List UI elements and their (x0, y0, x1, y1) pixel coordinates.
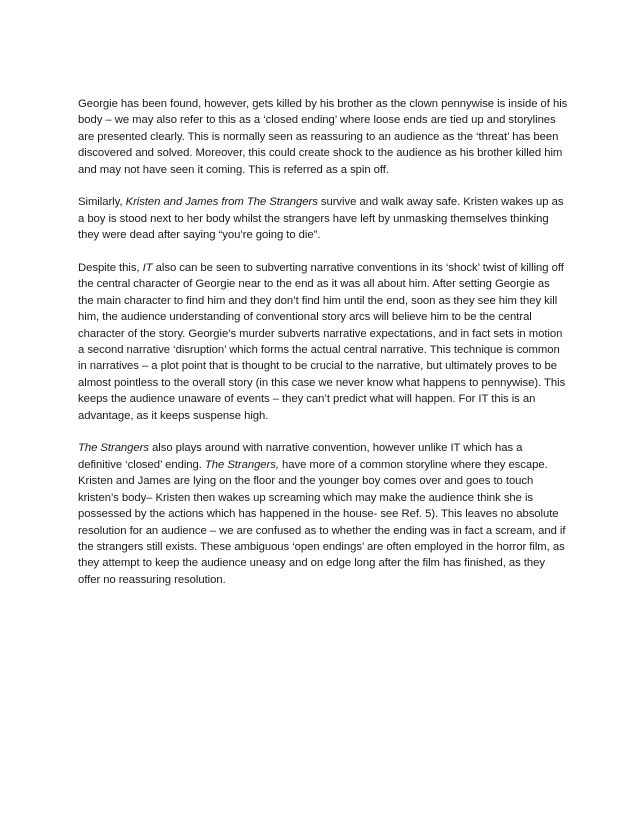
film-title-italic: Kristen and James from The Strangers (125, 196, 318, 209)
paragraph-the-strangers (78, 440, 568, 588)
paragraph-text: Georgie has been found, however, gets killed by his brother as the clown pennywise is inside of his body – we may also refer to this as a ‘closed ending’ where loose ends are tied up and storylines are presented clearly. This is normally seen as reassuring to an audience as the ‘threat’ has been discovered and solved. Moreover, this could create shock to the audience as his brother killed him and may not have seen it coming. This is referred as a spin off. (78, 98, 568, 176)
paragraph-similarly (78, 194, 568, 243)
paragraph-despite-this (78, 260, 568, 424)
paragraph-text: Despite this, (78, 262, 143, 275)
film-title-italic: IT (142, 262, 153, 275)
film-title-italic: The Strangers, (204, 458, 279, 471)
paragraph-text: also can be seen to subverting narrative conventions in its ‘shock’ twist of killing off the central character of Georgie near to the end as it was all about him. After setting Georgie as the main character to find him and they don’t find him until the end, soon as they see him they kill him, the audience understanding of conventional story arcs will believe him to be the central character of the story. Georgie’s murder subverts narrative expectations, and in fact sets in motion a second narrative ‘disruption’ which forms the actual central narrative. This technique is common in narratives – a plot point that is thought to be crucial to the narrative, but ultimately proves to be almost pointless to the overall story (in this case we never know what happens to pennywise). This keeps the audience unaware of events – they can’t predict what will happen. For IT this is an advantage, as it keeps suspense high. (78, 262, 566, 422)
document-body (78, 96, 568, 588)
paragraph-closed-ending (78, 96, 568, 178)
paragraph-text: have more of a common storyline where they escape. Kristen and James are lying on the floor and the younger boy comes over and goes to touch kristen’s body– Kristen then wakes up screaming which may make the audience think she is possessed by the actions which has happened in the house- see Ref. 5). This leaves no absolute resolution for an audience – we are confused as to whether the ending was in fact a scream, and if the strangers still exists. These ambiguous ‘open endings’ are often employed in the horror film, as they attempt to keep the audience uneasy and on edge long after the film has finished, as they offer no reassuring resolution. (78, 458, 566, 586)
paragraph-text: Similarly, (78, 196, 126, 209)
paragraph-text: also plays around with narrative convention, however unlike IT which has a definitive ‘closed’ ending. (78, 442, 523, 471)
film-title-italic: The Strangers (78, 442, 149, 455)
paragraph-text: survive and walk away safe. Kristen wakes up as a boy is stood next to her body whilst the strangers have left by unmasking themselves thinking they were dead after saying “you’re going to die”. (78, 196, 564, 242)
